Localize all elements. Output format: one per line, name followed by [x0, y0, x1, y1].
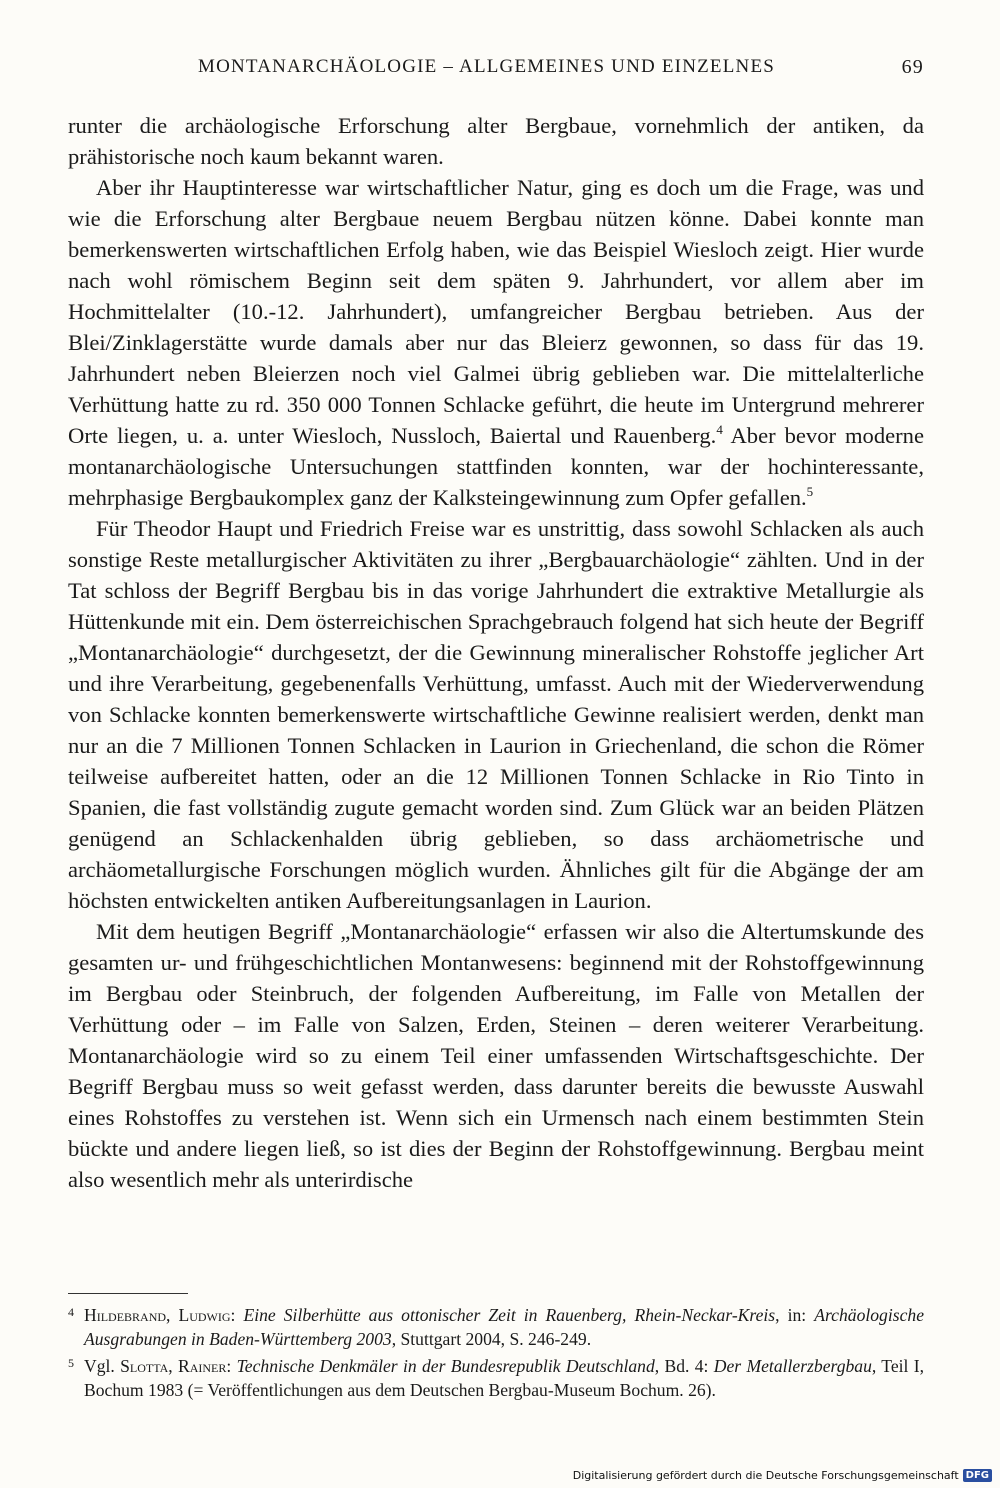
running-header [68, 56, 924, 86]
paragraph-2-part-a: Aber ihr Hauptinteresse war wirtschaftlicher Natur, ging es doch um die Frage, was und wie die Erforschung alter Bergbaue neuem Bergbau nützen könne. Dabei konnte man bemerkenswerten wirtschaftlichen Erfolg haben, wie das Beispiel Wiesloch zeigt. Hier wurde nach wohl römischem Beginn seit dem späten 9. Jahrhundert, vor allem aber im Hochmittelalter (10.-12. Jahrhundert), umfangreicher Bergbau betrieben. Aus der Blei/Zinklagerstätte wurde damals aber nur das Bleierz gewonnen, so dass für das 19. Jahrhundert neben Bleierzen noch viel Galmei übrig geblieben war. Die mittelalterliche Verhüttung hatte zu rd. 350 000 Tonnen Schlacke geführt, die heute im Untergrund mehrerer Orte liegen, u. a. unter Wiesloch, Nussloch, Baiertal und Rauenberg. [68, 175, 924, 448]
running-title: MONTANARCHÄOLOGIE – ALLGEMEINES UND EINZELNES [198, 56, 776, 77]
footnotes [68, 1304, 924, 1406]
digitization-credit [573, 1469, 992, 1482]
paragraph-1: runter die archäologische Erforschung alter Bergbaue, vornehmlich der antiken, da prähistorische noch kaum bekannt waren. [68, 113, 924, 169]
footnote-mid: , in: [775, 1305, 815, 1325]
footnote-rest: , Teil I, Bochum 1983 (= Veröffentlichungen aus dem Deutschen Bergbau-Museum Bochum. 26). [84, 1356, 924, 1400]
dfg-logo-icon: DFG [963, 1469, 992, 1482]
footnote-mid: , Bd. 4: [654, 1356, 714, 1376]
footnote-5: 5 Vgl. Slotta, Rainer: Technische Denkmäler in der Bundesrepublik Deutschland, Bd. 4: Der Metallerzbergbau, Teil I, Bochum 1983 (= Veröffentlichungen aus dem Deutschen Bergbau-Museum Bochum. 26). [68, 1356, 924, 1400]
footnote-prefix: Vgl. [84, 1356, 121, 1376]
paragraph-2 [68, 172, 924, 513]
footnote-rest: , Stuttgart 2004, S. 246-249. [391, 1328, 592, 1349]
page-number: 69 [901, 56, 924, 78]
footnote-rule [68, 1293, 188, 1294]
footnote-author: Hildebrand, Ludwig: [84, 1305, 236, 1325]
footnote-title: Eine Silberhütte aus ottonischer Zeit in Rauenberg, Rhein-Neckar-Kreis [243, 1305, 776, 1325]
footnote-ref-5[interactable]: 5 [806, 484, 814, 499]
footnote-title: Technische Denkmäler in der Bundesrepublik Deutschland [236, 1356, 655, 1376]
footnote-series: Der Metallerzbergbau [713, 1356, 872, 1376]
footnote-ref-4[interactable]: 4 [716, 422, 723, 437]
paragraph-3: Für Theodor Haupt und Friedrich Freise war es unstrittig, dass sowohl Schlacken als auch sonstige Reste metallurgischer Aktivitäten zu ihrer „Bergbauarchäologie“ zählten. Und in der Tat schloss der Begriff Bergbau bis in das vorige Jahrhundert die extraktive Metallurgie als Hüttenkunde mit ein. Dem österreichischen Sprachgebrauch folgend hat sich heute der Begriff „Montanarchäologie“ durchgesetzt, der die Gewinnung mineralischer Rohstoffe jeglicher Art und ihre Verarbeitung, gegebenenfalls Verhüttung, umfasst. Auch mit der Wiederverwendung von Schlacke konnten bemerkenswerte wirtschaftliche Gewinne realisiert werden, denkt man nur an die 7 Millionen Tonnen Schlacken in Laurion in Griechenland, die schon die Römer teilweise aufbereitet hatten, oder an die 12 Millionen Tonnen Schlacke in Rio Tinto in Spanien, die fast vollständig zugute gemacht worden sind. Zum Glück war an beiden Plätzen genügend an Schlackenhalden übrig geblieben, so dass archäometrische und archäometallurgische Forschungen möglich wurden. Ähnliches gilt für die Abgänge der am höchsten entwickelten antiken Aufbereitungsanlagen in Laurion. [68, 516, 924, 913]
main-text [68, 110, 924, 1195]
paragraph-4: Mit dem heutigen Begriff „Montanarchäologie“ erfassen wir also die Altertumskunde des gesamten ur- und frühgeschichtlichen Montanwesens: beginnend mit der Rohstoffgewinnung im Bergbau oder Steinbruch, der folgenden Aufbereitung, im Falle von Metallen der Verhüttung oder – im Falle von Salzen, Erden, Steinen – deren weiterer Verarbeitung. Montanarchäologie wird so zu einem Teil einer umfassenden Wirtschaftsgeschichte. Der Begriff Bergbau muss so weit gefasst werden, dass darunter bereits die bewusste Auswahl eines Rohstoffes zu verstehen ist. Wenn sich ein Urmensch nach einem bestimmten Stein bückte und andere liegen ließ, so ist dies der Beginn der Rohstoffgewinnung. Bergbau meint also wesentlich mehr als unterirdische [68, 919, 924, 1192]
credit-text: Digitalisierung gefördert durch die Deutsche Forschungsgemeinschaft [572, 1469, 959, 1482]
paragraph-2-part-b: Aber bevor moderne montanarchäologische Untersuchungen stattfinden konnten, war der hochinteressante, mehrphasige Bergbaukomplex ganz der Kalksteingewinnung zum Opfer gefallen. [68, 423, 924, 510]
footnote-author: Slotta, Rainer: [120, 1356, 232, 1376]
footnote-series: Archäologische Ausgrabungen in Baden-Württemberg 2003 [84, 1305, 925, 1349]
footnote-4: 4 Hildebrand, Ludwig: Eine Silberhütte aus ottonischer Zeit in Rauenberg, Rhein-Neckar-Kreis, in: Archäologische Ausgrabungen in Baden-Württemberg 2003, Stuttgart 2004, S. 246-249. [68, 1305, 925, 1349]
